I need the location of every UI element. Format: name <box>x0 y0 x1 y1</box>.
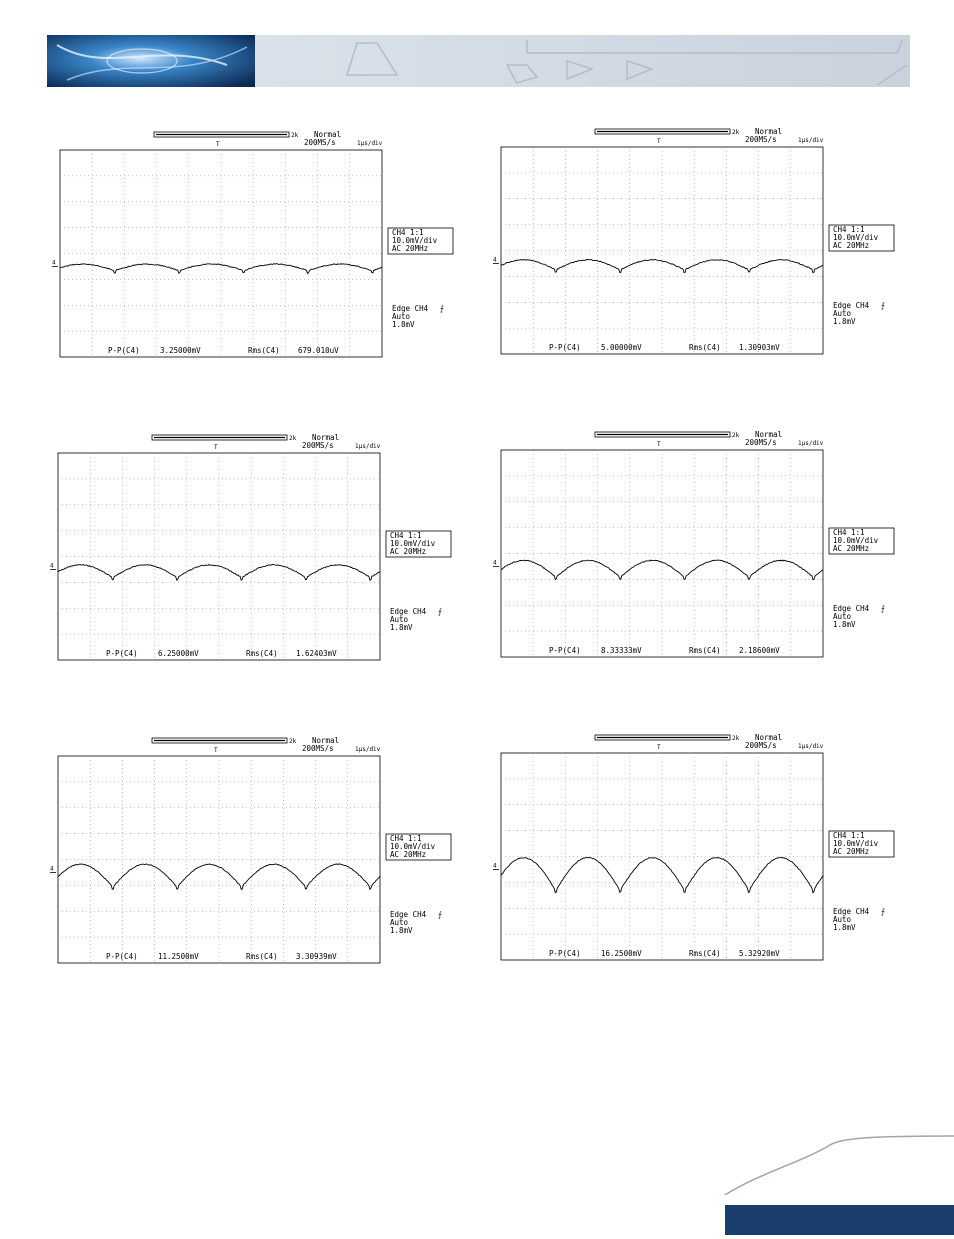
channel-probe: CH4 1:1 <box>390 531 422 540</box>
trigger-type: Edge CH4 <box>833 907 870 916</box>
trigger-mode: Auto <box>833 309 852 318</box>
scope-svg <box>50 732 460 972</box>
trigger-level: 1.8mV <box>390 623 413 632</box>
rising-edge-icon: ⨍ <box>881 907 885 916</box>
sample-rate: 200MS/s <box>302 744 334 753</box>
channel-probe: CH4 1:1 <box>833 225 865 234</box>
footer-logo <box>720 1133 954 1235</box>
trigger-position-marker: T <box>216 141 220 148</box>
acquire-mode: Normal <box>314 130 342 139</box>
record-length: 2k <box>291 132 299 139</box>
scope-capture-4 <box>493 426 903 666</box>
measurement-pp-label: P-P(C4) <box>106 649 138 658</box>
rising-edge-icon: ⨍ <box>438 910 442 919</box>
measurement-pp-label: P-P(C4) <box>106 952 138 961</box>
timebase: 1µs/div <box>357 140 383 147</box>
trigger-level: 1.8mV <box>833 317 856 326</box>
banner-graphic <box>47 35 910 87</box>
timebase: 1µs/div <box>798 743 824 750</box>
measurement-rms-label: Rms(C4) <box>689 343 721 352</box>
record-length: 2k <box>732 432 740 439</box>
measurement-rms-label: Rms(C4) <box>246 649 278 658</box>
sample-rate: 200MS/s <box>302 441 334 450</box>
channel-coupling: AC 20MHz <box>390 547 427 556</box>
timebase: 1µs/div <box>355 746 381 753</box>
scope-svg <box>493 729 903 969</box>
measurement-pp-label: P-P(C4) <box>549 646 581 655</box>
scope-capture-3 <box>50 429 460 669</box>
channel-coupling: AC 20MHz <box>833 544 870 553</box>
trigger-type: Edge CH4 <box>833 604 870 613</box>
measurement-rms-value: 1.62403mV <box>296 649 337 658</box>
channel-marker: 4 <box>493 256 497 264</box>
channel-scale: 10.0mV/div <box>833 839 879 848</box>
trigger-mode: Auto <box>392 312 411 321</box>
header-banner <box>47 35 910 87</box>
channel-scale: 10.0mV/div <box>833 233 879 242</box>
trigger-level: 1.8mV <box>392 320 415 329</box>
trigger-type: Edge CH4 <box>390 910 427 919</box>
scope-capture-1 <box>52 126 462 366</box>
scope-capture-5 <box>50 732 460 972</box>
timebase: 1µs/div <box>355 443 381 450</box>
measurement-rms-label: Rms(C4) <box>248 346 280 355</box>
trigger-type: Edge CH4 <box>392 304 429 313</box>
rising-edge-icon: ⨍ <box>881 604 885 613</box>
measurement-rms-label: Rms(C4) <box>689 646 721 655</box>
trigger-position-marker: T <box>657 441 661 448</box>
record-length: 2k <box>289 435 297 442</box>
scope-svg <box>493 426 903 666</box>
scope-capture-2 <box>493 123 903 363</box>
channel-coupling: AC 20MHz <box>390 850 427 859</box>
measurement-rms-value: 679.010uV <box>298 346 339 355</box>
channel-probe: CH4 1:1 <box>833 528 865 537</box>
channel-marker: 4 <box>493 559 497 567</box>
footer-bar <box>725 1205 954 1235</box>
measurement-pp-value: 11.2500mV <box>158 952 199 961</box>
channel-scale: 10.0mV/div <box>390 539 436 548</box>
record-length: 2k <box>732 735 740 742</box>
acquire-mode: Normal <box>755 733 783 742</box>
scope-svg <box>493 123 903 363</box>
trigger-mode: Auto <box>390 615 409 624</box>
banner-photo <box>47 35 255 87</box>
sample-rate: 200MS/s <box>745 135 777 144</box>
sample-rate: 200MS/s <box>304 138 336 147</box>
rising-edge-icon: ⨍ <box>881 301 885 310</box>
measurement-rms-value: 1.30903mV <box>739 343 780 352</box>
rising-edge-icon: ⨍ <box>438 607 442 616</box>
trigger-position-marker: T <box>214 444 218 451</box>
trigger-type: Edge CH4 <box>833 301 870 310</box>
channel-marker: 4 <box>493 862 497 870</box>
measurement-pp-value: 3.25000mV <box>160 346 201 355</box>
channel-scale: 10.0mV/div <box>390 842 436 851</box>
measurement-rms-value: 2.18600mV <box>739 646 780 655</box>
measurement-rms-label: Rms(C4) <box>246 952 278 961</box>
scope-svg <box>50 429 460 669</box>
measurement-rms-value: 3.30939mV <box>296 952 337 961</box>
trigger-mode: Auto <box>390 918 409 927</box>
trigger-level: 1.8mV <box>833 620 856 629</box>
acquire-mode: Normal <box>755 127 783 136</box>
record-length: 2k <box>289 738 297 745</box>
channel-coupling: AC 20MHz <box>833 847 870 856</box>
rising-edge-icon: ⨍ <box>440 304 444 313</box>
sample-rate: 200MS/s <box>745 438 777 447</box>
channel-scale: 10.0mV/div <box>392 236 438 245</box>
timebase: 1µs/div <box>798 137 824 144</box>
record-length: 2k <box>732 129 740 136</box>
trigger-level: 1.8mV <box>833 923 856 932</box>
acquire-mode: Normal <box>312 433 340 442</box>
channel-probe: CH4 1:1 <box>833 831 865 840</box>
measurement-pp-value: 8.33333mV <box>601 646 642 655</box>
measurement-pp-label: P-P(C4) <box>549 949 581 958</box>
channel-scale: 10.0mV/div <box>833 536 879 545</box>
channel-marker: 4 <box>50 865 54 873</box>
trigger-type: Edge CH4 <box>390 607 427 616</box>
channel-marker: 4 <box>52 259 56 267</box>
measurement-pp-value: 16.2500mV <box>601 949 642 958</box>
channel-coupling: AC 20MHz <box>392 244 429 253</box>
acquire-mode: Normal <box>312 736 340 745</box>
timebase: 1µs/div <box>798 440 824 447</box>
measurement-pp-value: 6.25000mV <box>158 649 199 658</box>
channel-probe: CH4 1:1 <box>392 228 424 237</box>
channel-coupling: AC 20MHz <box>833 241 870 250</box>
scope-capture-6 <box>493 729 903 969</box>
measurement-pp-value: 5.00000mV <box>601 343 642 352</box>
trigger-level: 1.8mV <box>390 926 413 935</box>
scope-svg <box>52 126 462 366</box>
sample-rate: 200MS/s <box>745 741 777 750</box>
measurement-rms-value: 5.32920mV <box>739 949 780 958</box>
measurement-pp-label: P-P(C4) <box>108 346 140 355</box>
channel-probe: CH4 1:1 <box>390 834 422 843</box>
measurement-rms-label: Rms(C4) <box>689 949 721 958</box>
trigger-position-marker: T <box>214 747 218 754</box>
measurement-pp-label: P-P(C4) <box>549 343 581 352</box>
channel-marker: 4 <box>50 562 54 570</box>
footer-logo-graphic <box>720 1133 954 1235</box>
trigger-position-marker: T <box>657 744 661 751</box>
trigger-mode: Auto <box>833 612 852 621</box>
trigger-position-marker: T <box>657 138 661 145</box>
acquire-mode: Normal <box>755 430 783 439</box>
trigger-mode: Auto <box>833 915 852 924</box>
